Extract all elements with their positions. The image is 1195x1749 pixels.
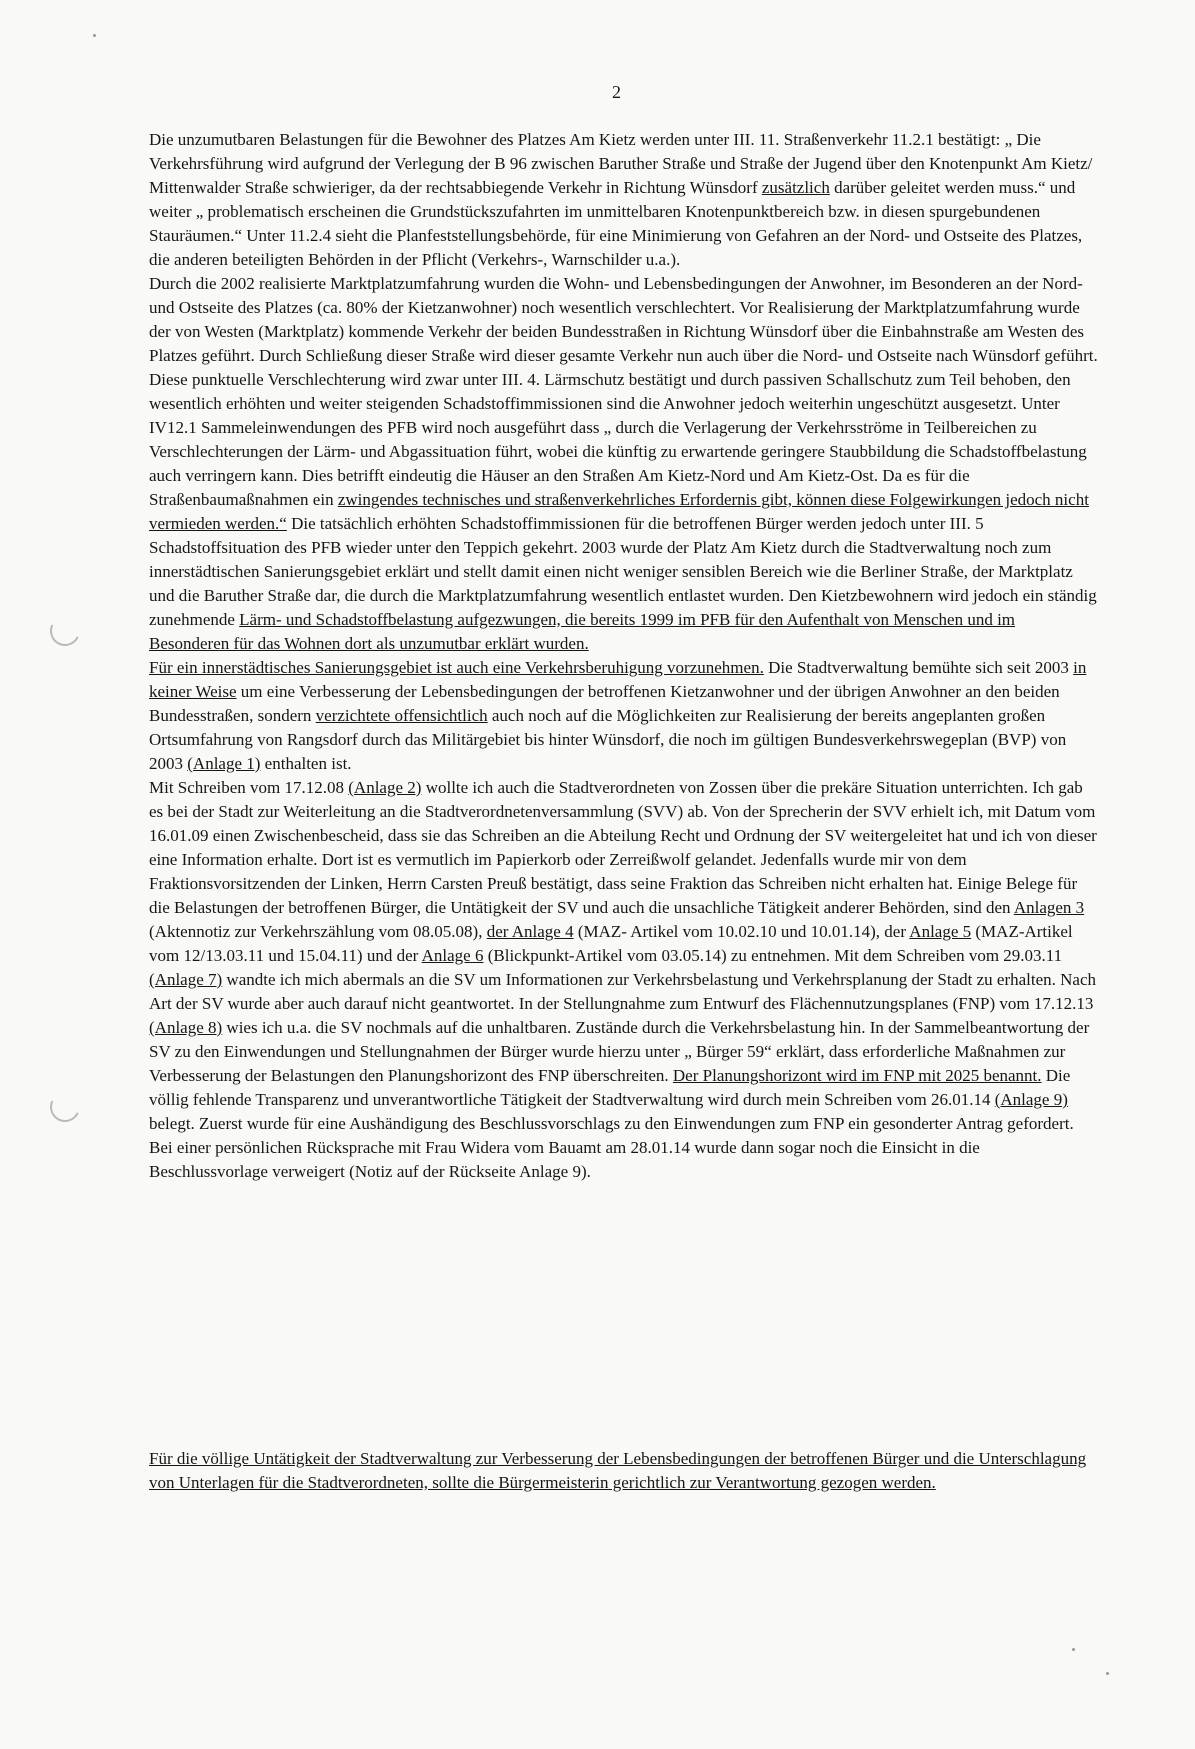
underlined-text: zusätzlich bbox=[761, 178, 830, 197]
page-number: 2 bbox=[612, 82, 621, 102]
text-segment: Die völlig fehlende Transparenz und unverantwortliche Tätigkeit der Stadtverwaltung wird durch mein Schreiben vom 26.01.14 bbox=[149, 1066, 1071, 1109]
text-segment: Die tatsächlich erhöhten Schadstoffimmissionen für die betroffenen Bürger werden jedoch unter III. 5 Schadstoffsituation des PFB wieder unter den Teppich gekehrt. 2003 wurde der Platz Am Kietz durch die Stadtverwaltung noch zum innerstädtischen Sanierungsgebiet erklärt und stellt damit einen nicht weniger sensiblen Bereich wie die Berliner Straße, der Marktplatz und die Baruther Straße dar, die durch die Marktplatzumfahrung wesentlich entlastet wurden. Den Kietzbewohnern wird jedoch ein ständig zunehmende bbox=[149, 514, 1097, 629]
scan-speck bbox=[1072, 1648, 1075, 1651]
punch-hole-mark bbox=[46, 1088, 84, 1126]
underlined-text: Anlage 6 bbox=[421, 946, 484, 965]
text-segment: Die Stadtverwaltung bemühte sich seit 2003 bbox=[763, 658, 1074, 677]
closing-paragraph: Für die völlige Untätigkeit der Stadtverwaltung zur Verbesserung der Lebensbedingungen der betroffenen Bürger und die Unterschlagung von Unterlagen für die Stadtverordneten, sollte die Bürgermeisterin gerichtlich zur Verantwortung gezogen werden. bbox=[149, 1449, 1087, 1492]
body-paragraph bbox=[149, 656, 1099, 776]
underlined-text: der Anlage 4 bbox=[486, 922, 574, 941]
text-segment: wandte ich mich abermals an die SV um Informationen zur Verkehrsbelastung und Verkehrsplanung der Stadt zu erhalten. Nach Art der SV wurde aber auch darauf nicht geantwortet. In der Stellungnahme zum Entwurf des Flächennutzungsplanes (FNP) vom 17.12.13 bbox=[149, 970, 1097, 1013]
text-segment: wollte ich auch die Stadtverordneten von Zossen über die prekäre Situation unterrichten. Ich gab es bei der Stadt zur Weiterleitung an die Stadtverordnetenversammlung (SVV) ab. Von der Sprecherin der SVV erhielt ich, mit Datum vom 16.01.09 einen Zwischenbescheid, dass sie das Schreiben an die Abteilung Recht und Ordnung der SV weitergeleitet hat und ich von dieser eine Information erhalte. Dort ist es vermutlich im Papierkorb oder Zerreißwolf gelandet. Jedenfalls wurde mir von dem Fraktionsvorsitzenden der Linken, Herrn Carsten Preuß bestätigt, dass seine Fraktion das Schreiben nicht erhalten hat. Einige Belege für die Belastungen der betroffenen Bürger, die Untätigkeit der SV und auch die unsachliche Tätigkeit anderer Behörden, sind den bbox=[149, 778, 1097, 917]
text-segment: Mit Schreiben vom 17.12.08 bbox=[149, 778, 349, 797]
text-segment: auch noch auf die Möglichkeiten zur Realisierung der bereits angeplanten großen Ortsumfahrung von Rangsdorf durch das Militärgebiet bis hinter Wünsdorf, die noch im gültigen Bundesverkehrswegeplan (BVP) von 2003 bbox=[149, 706, 1067, 773]
text-segment: (MAZ-Artikel vom 12/13.03.11 und 15.04.11) und der bbox=[149, 922, 1073, 965]
body-paragraph bbox=[149, 128, 1099, 272]
scan-speck bbox=[93, 34, 96, 37]
text-segment: (Aktennotiz zur Verkehrszählung vom 08.05.08), bbox=[149, 922, 487, 941]
text-segment: Durch die 2002 realisierte Marktplatzumfahrung wurden die Wohn- und Lebensbedingungen der Anwohner, im Besonderen an der Nord- und Ostseite des Platzes (ca. 80% der Kietzanwohner) noch wesentlich verschlechtert. Vor Realisierung der Marktplatzumfahrung wurde der von Westen (Marktplatz) kommende Verkehr der beiden Bundesstraßen in Richtung Wünsdorf über die Einbahnstraße am Westen des Platzes geführt. Durch Schließung dieser Straße wird dieser gesamte Verkehr nun auch über die Nord- und Ostseite nach Wünsdorf geführt. Diese punktuelle Verschlechterung wird zwar unter III. 4. Lärmschutz bestätigt und durch passiven Schallschutz zum Teil behoben, den wesentlich erhöhten und weiter steigenden Schadstoffimmissionen sind die Anwohner jedoch weiterhin ungeschützt ausgesetzt. Unter IV12.1 Sammeleinwendungen des PFB wird noch ausgeführt dass „ durch die Verlagerung der Verkehrsströme in Teilbereichen zu Verschlechterungen der Lärm- und Abgassituation führt, wobei die künftig zu erwartende geringere Staubbildung die Schadstoffbelastung auch verringern kann. Dies betrifft eindeutig die Häuser an den Straßen Am Kietz-Nord und Am Kietz-Ost. Da es für die Straßenbaumaßnahmen ein bbox=[149, 274, 1098, 509]
text-segment: um eine Verbesserung der Lebensbedingungen der betroffenen Kietzanwohner und der übrigen Anwohner an den beiden Bundesstraßen, sondern bbox=[149, 682, 1060, 725]
text-segment: darüber geleitet werden muss.“ und weiter „ problematisch erscheinen die Grundstückszufahrten im unmittelbaren Knotenpunktbereich bzw. in diesen spurgebundenen Stauräumen.“ Unter 11.2.4 sieht die Planfeststellungsbehörde, für eine Minimierung von Gefahren an der Nord- und Ostseite des Platzes, die anderen beteiligten Behörden in der Pflicht (Verkehrs-, Warnschilder u.a.). bbox=[149, 178, 1083, 269]
underlined-text: (Anlage 1) bbox=[187, 754, 261, 773]
underlined-text: Lärm- und Schadstoffbelastung aufgezwungen, die bereits 1999 im PFB für den Aufenthalt von Menschen und im Besonderen für das Wohnen dort als unzumutbar erklärt wurden. bbox=[149, 610, 1016, 653]
text-segment: enthalten ist. bbox=[260, 754, 352, 773]
text-segment: belegt. Zuerst wurde für eine Aushändigung des Beschlussvorschlags zu den Einwendungen zum FNP ein gesonderter Antrag gefordert. Bei einer persönlichen Rücksprache mit Frau Widera vom Bauamt am 28.01.14 wurde dann sogar noch die Einsicht in die Beschlussvorlage verweigert (Notiz auf der Rückseite Anlage 9). bbox=[149, 1114, 1074, 1181]
body-paragraph bbox=[149, 272, 1099, 656]
underlined-text: Anlagen 3 bbox=[1013, 898, 1085, 917]
text-segment: Die unzumutbaren Belastungen für die Bewohner des Platzes Am Kietz werden unter III. 11. Straßenverkehr 11.2.1 bestätigt: „ Die Verkehrsführung wird aufgrund der Verlegung der B 96 zwischen Baruther Straße und Straße der Jugend über den Knotenpunkt Am Kietz/ Mittenwalder Straße schwieriger, da der rechtsabbiegende Verkehr in Richtung Wünsdorf bbox=[149, 130, 1093, 197]
letter-body bbox=[149, 128, 1099, 1184]
underlined-text: Anlage 5 bbox=[909, 922, 972, 941]
text-segment: (MAZ- Artikel vom 10.02.10 und 10.01.14), der bbox=[573, 922, 910, 941]
underlined-text: verzichtete offensichtlich bbox=[315, 706, 488, 725]
underlined-text: (Anlage 2) bbox=[348, 778, 422, 797]
text-segment: (Blickpunkt-Artikel vom 03.05.14) zu entnehmen. Mit dem Schreiben vom 29.03.11 bbox=[483, 946, 1063, 965]
underlined-text: (Anlage 8) bbox=[149, 1018, 223, 1037]
underlined-text: (Anlage 7) bbox=[149, 970, 223, 989]
closing-statement bbox=[149, 1447, 1099, 1495]
text-segment: wies ich u.a. die SV nochmals auf die unhaltbaren. Zustände durch die Verkehrsbelastung hin. In der Sammelbeantwortung der SV zu den Einwendungen und Stellungnahmen der Bürger wurde hierzu unter „ Bürger 59“ erklärt, dass erforderliche Maßnahmen zur Verbesserung der Belastungen den Planungshorizont des FNP überschreiten. bbox=[149, 1018, 1090, 1085]
punch-hole-mark bbox=[46, 612, 84, 650]
underlined-text: (Anlage 9) bbox=[994, 1090, 1068, 1109]
scan-speck bbox=[1106, 1672, 1109, 1675]
body-paragraph bbox=[149, 776, 1099, 1184]
underlined-text: in keiner Weise bbox=[149, 658, 1087, 701]
underlined-text: zwingendes technisches und straßenverkehrliches Erfordernis gibt, können diese Folgewirkungen jedoch nicht vermieden werden.“ bbox=[149, 490, 1089, 533]
underlined-text: Für ein innerstädtisches Sanierungsgebiet ist auch eine Verkehrsberuhigung vorzunehmen. bbox=[149, 658, 764, 677]
underlined-text: Der Planungshorizont wird im FNP mit 2025 benannt. bbox=[672, 1066, 1042, 1085]
